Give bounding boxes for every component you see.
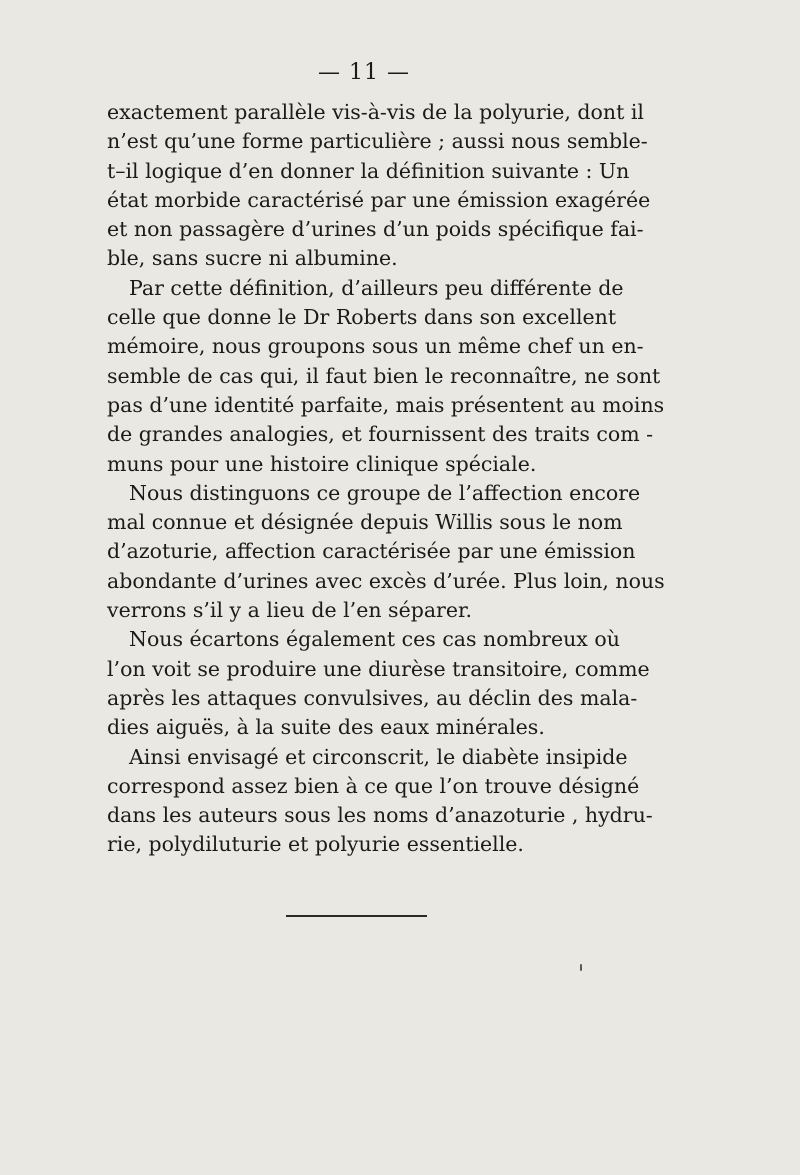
text-line: pas d’une identité parfaite, mais présentent au moins bbox=[107, 392, 665, 417]
text-line: de grandes analogies, et fournissent des traits com - bbox=[107, 422, 654, 447]
paragraph-3 bbox=[107, 479, 665, 625]
text-line: Par cette définition, d’ailleurs peu différente de bbox=[129, 275, 624, 300]
text-line: dies aiguës, à la suite des eaux minérales. bbox=[107, 715, 545, 740]
text-line: mal connue et désignée depuis Willis sous le nom bbox=[107, 510, 623, 535]
text-line: n’est qu’une forme particulière ; aussi nous semble- bbox=[107, 129, 648, 154]
text-line: d’azoturie, affection caractérisée par une émission bbox=[107, 539, 636, 564]
body-text bbox=[107, 98, 665, 860]
text-line: celle que donne le Dr Roberts dans son excellent bbox=[107, 305, 617, 330]
paragraph-2 bbox=[107, 274, 665, 479]
text-line: verrons s’il y a lieu de l’en séparer. bbox=[107, 598, 473, 623]
text-line: muns pour une histoire clinique spéciale. bbox=[107, 451, 537, 476]
text-line: après les attaques convulsives, au déclin des mala- bbox=[107, 685, 638, 710]
paragraph-5 bbox=[107, 743, 653, 860]
text-line: l’on voit se produire une diurèse transitoire, comme bbox=[107, 656, 650, 681]
text-line: état morbide caractérisé par une émission exagérée bbox=[107, 187, 651, 212]
text-line: Ainsi envisagé et circonscrit, le diabète insipide bbox=[129, 744, 628, 769]
text-line: ble, sans sucre ni albumine. bbox=[107, 246, 398, 271]
text-line: semble de cas qui, il faut bien le reconnaître, ne sont bbox=[107, 363, 661, 388]
text-line: abondante d’urines avec excès d’urée. Plus loin, nous bbox=[107, 568, 665, 593]
text-line: et non passagère d’urines d’un poids spécifique fai- bbox=[107, 217, 644, 242]
text-line: Nous distinguons ce groupe de l’affection encore bbox=[129, 480, 641, 505]
paper-speck bbox=[580, 964, 582, 971]
text-line: exactement parallèle vis-à-vis de la polyurie, dont il bbox=[107, 100, 644, 124]
page-number: — 11 — bbox=[318, 60, 410, 85]
section-divider bbox=[286, 915, 427, 917]
paragraph-4 bbox=[107, 625, 650, 742]
text-line: mémoire, nous groupons sous un même chef un en- bbox=[107, 334, 644, 359]
text-line: correspond assez bien à ce que l’on trouve désigné bbox=[107, 773, 640, 798]
paragraph-1 bbox=[107, 98, 651, 274]
text-line: Nous écartons également ces cas nombreux où bbox=[129, 627, 620, 652]
text-line: t–il logique d’en donner la définition suivante : Un bbox=[107, 158, 630, 183]
text-line: rie, polydiluturie et polyurie essentielle. bbox=[107, 832, 524, 857]
text-line: dans les auteurs sous les noms d’anazoturie , hydru- bbox=[107, 803, 653, 828]
